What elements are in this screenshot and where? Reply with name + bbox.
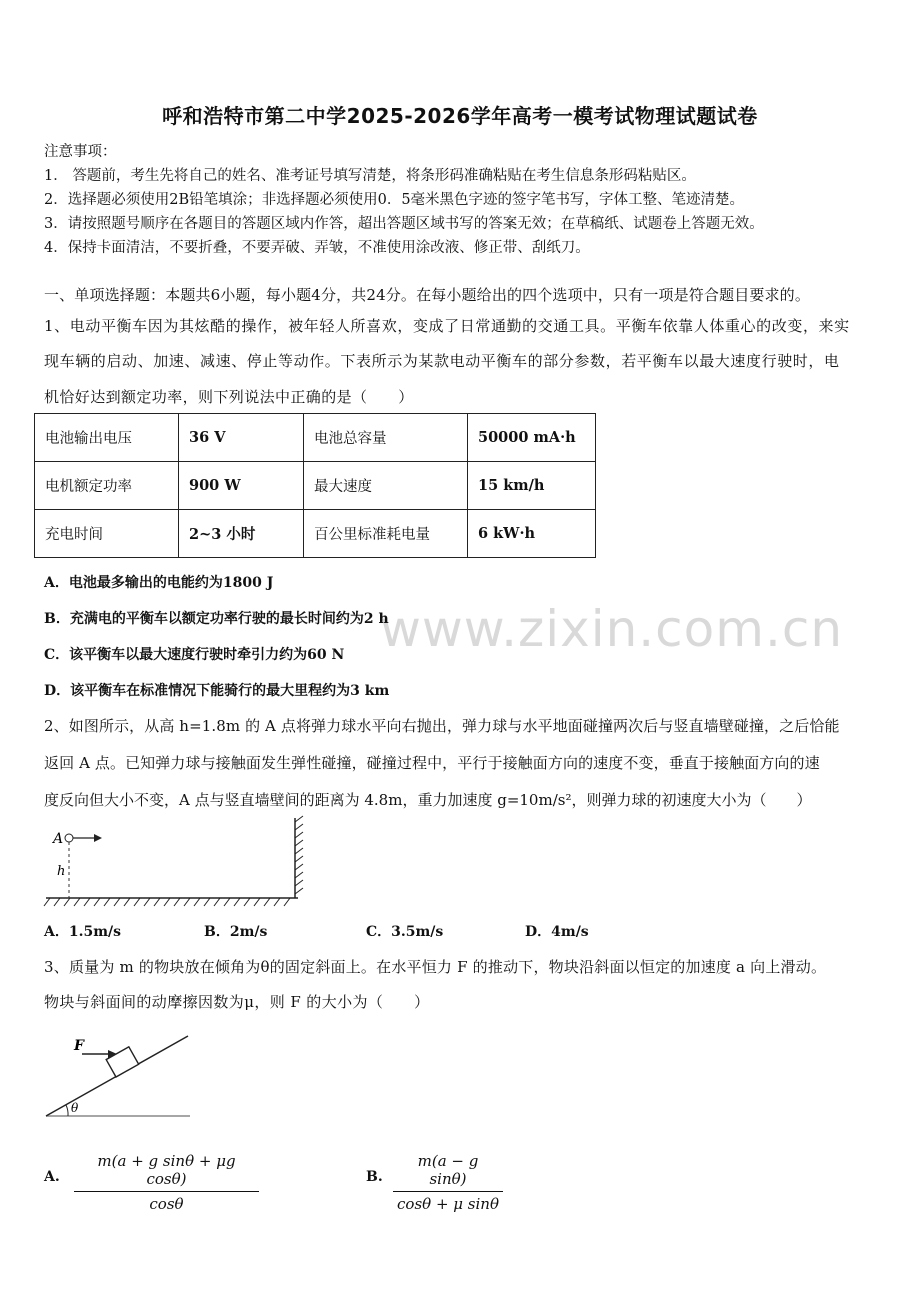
section-heading: 一、单项选择题：本题共6小题，每小题4分，共24分。在每小题给出的四个选项中，只有一项是符合题目要求的。 [44,286,810,304]
notice-item: 2．选择题必须使用2B铅笔填涂；非选择题必须使用0．5毫米黑色字迹的签字笔书写，字体工整、笔迹清楚。 [44,192,745,208]
table-cell: 2~3 小时 [179,510,304,558]
denominator: cosθ + μ sinθ [397,1195,499,1213]
q1-text: 1、电动平衡车因为其炫酷的操作，被年轻人所喜欢，变成了日常通勤的交通工具。平衡车依靠人体重心的改变，来实 [44,317,850,335]
table-cell: 36 V [179,414,304,462]
watermark: www.zixin.com.cn [380,600,844,658]
q3-text: 物块与斜面间的动摩擦因数为μ，则 F 的大小为（ ） [44,993,430,1011]
numerator: m(a + g sinθ + μg cosθ) [97,1152,236,1188]
q3-option-a-fraction [74,1152,259,1213]
table-cell: 6 kW·h [468,510,596,558]
table-cell: 百公里标准耗电量 [304,510,468,558]
table-cell: 电机额定功率 [35,462,179,510]
angle-arc [66,1105,68,1116]
table-cell: 50000 mA·h [468,414,596,462]
notice-item: 3．请按照题号顺序在各题目的答题区域内作答，超出答题区域书写的答案无效；在草稿纸、试题卷上答题无效。 [44,216,764,232]
q2-option-b: B．2m/s [204,924,268,940]
table-row [35,414,596,462]
height-label: h [57,864,66,879]
table-row [35,462,596,510]
q3-text: 3、质量为 m 的物块放在倾角为θ的固定斜面上。在水平恒力 F 的推动下，物块沿斜面以恒定的加速度 a 向上滑动。 [44,958,827,976]
notice-item: 1． 答题前，考生先将自己的姓名、准考证号填写清楚，将条形码准确粘贴在考生信息条形码粘贴区。 [44,168,696,184]
q2-text: 返回 A 点。已知弹力球与接触面发生弹性碰撞，碰撞过程中，平行于接触面方向的速度不变，垂直于接触面方向的速 [44,754,820,772]
q2-text: 度反向但大小不变，A 点与竖直墙壁间的距离为 4.8m，重力加速度 g=10m/s²，则弹力球的初速度大小为（ ） [44,791,812,809]
q3-option-b-fraction [393,1152,503,1213]
table-row [35,510,596,558]
numerator: m(a − g sinθ) [417,1152,479,1188]
q1-option-b: B．充满电的平衡车以额定功率行驶的最长时间约为2 h [44,611,389,627]
page-title: 呼和浩特市第二中学2025-2026学年高考一模考试物理试题试卷 [162,104,758,128]
q3-option-b-label: B. [366,1169,383,1185]
point-label: A [53,831,64,847]
wall-hatching [295,816,303,898]
table-cell: 电池输出电压 [35,414,179,462]
table-cell: 最大速度 [304,462,468,510]
fraction-bar [74,1191,259,1192]
q2-option-d: D．4m/s [525,924,589,940]
table-cell: 15 km/h [468,462,596,510]
q1-text: 现车辆的启动、加速、减速、停止等动作。下表所示为某款电动平衡车的部分参数，若平衡车以最大速度行驶时，电 [44,352,840,370]
q1-option-d: D．该平衡车在标准情况下能骑行的最大里程约为3 km [44,683,390,699]
q2-option-c: C．3.5m/s [366,924,444,940]
q1-option-a: A．电池最多输出的电能约为1800 J [44,575,274,591]
table-cell: 电池总容量 [304,414,468,462]
fraction-bar [393,1191,503,1192]
table-cell: 900 W [179,462,304,510]
angle-label: θ [71,1101,79,1115]
bounce-figure [40,812,310,912]
q1-text: 机恰好达到额定功率，则下列说法中正确的是（ ） [44,388,414,406]
force-label: F [74,1038,84,1054]
q2-text: 2、如图所示，从高 h=1.8m 的 A 点将弹力球水平向右抛出，弹力球与水平地面碰撞两次后与竖直墙壁碰撞，之后恰能 [44,717,840,735]
arrow-head-icon [94,834,102,842]
notice-heading: 注意事项： [44,144,117,160]
table-cell: 充电时间 [35,510,179,558]
notice-item: 4．保持卡面清洁，不要折叠，不要弄破、弄皱，不准使用涂改液、修正带、刮纸刀。 [44,240,590,256]
q2-option-a: A．1.5m/s [44,924,122,940]
q3-option-a-label: A. [44,1169,60,1185]
params-table [34,413,596,558]
incline-figure [40,1030,200,1120]
denominator: cosθ [149,1195,184,1213]
block-icon [106,1047,138,1077]
ball-icon [65,834,73,842]
ground-hatching [44,898,298,906]
q1-option-c: C．该平衡车以最大速度行驶时牵引力约为60 N [44,647,345,663]
